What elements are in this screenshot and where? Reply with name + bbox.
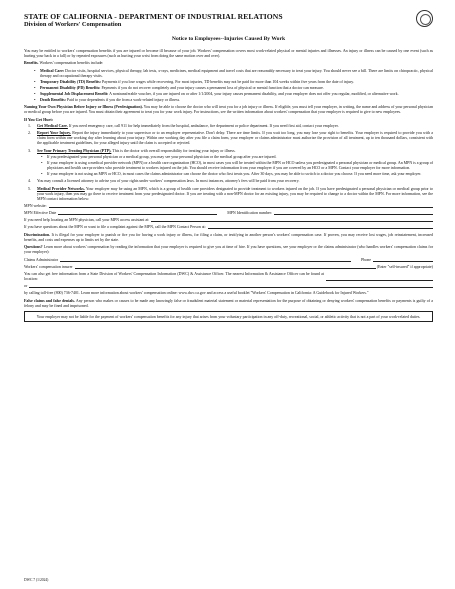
form-code: DWC 7 (1/2024) [24, 578, 49, 582]
mpn-access-field[interactable] [151, 218, 433, 222]
benefit-text: Payments if you lose wages while recovering. For most injuries, TD benefits may not be paid for more than 104 weeks within five years from the date of injury. [101, 78, 354, 84]
mpn-website-row [24, 203, 433, 208]
step-text: If you need emergency care, call 911 for help immediately from the hospital, ambulance, fire department or police department. If you need first aid, contact your employer. [68, 123, 339, 129]
state-seal-icon [416, 10, 433, 27]
step-text: Your employer may be using an MPN, which is a group of health care providers designated to provide treatment to workers injured on the job. If you have predesignated a personal physician or medical group prior to your work injury, then you may go there to receive treatment from your predesignated doctor. If you are treating with a non-MPN doctor for an existing injury, you may be required to change to a doctor within the MPN. For more information, see the MPN contact information below: [37, 185, 433, 201]
questions-paragraph [24, 244, 433, 254]
questions-text: Learn more about workers' compensation by reading the information that your employer is required to give you at time of hire. If you have questions, see your employer or the claims administrator (who handles workers' compensation claims for your employer): [24, 244, 434, 255]
step-number: 3. [28, 147, 31, 153]
dwc-or-row [24, 283, 433, 288]
discrimination-heading: Discrimination. [24, 231, 51, 237]
benefit-item [34, 79, 433, 84]
intro-paragraph: You may be entitled to workers' compensation benefits if you are injured or become ill because of your job. Workers' compensation covers most work-related physical or mental injuries and illnesses. An injury or illness can be caused by one event (such as hurting your back in a fall) or by repeated exposures (such as hurting your wrist from doing the same motion over and over). [24, 48, 433, 59]
division-heading: Division of Workers' Compensation [24, 21, 122, 28]
notice-title: Notice to Employees--Injuries Caused By Work [171, 36, 286, 42]
step-title: Medical Provider Networks. [37, 185, 85, 191]
if-hurt-steps [28, 123, 433, 201]
claims-admin-field[interactable] [60, 257, 351, 261]
ptp-bullet: • If your employer is not using an MPN or HCO, in most cases the claims administrator can choose the doctor who first treats you. After 30 days, you may be able to switch to a doctor you choose. If you need more time, ask your employer. [41, 171, 433, 176]
ptp-bullet: • If your employer is using a medical provider network (MPN) or a health care organization (HCO), in most cases you will be treated within the MPN or HCO unless you predesignated a personal physician or medical group. An MPN is a group of physicians and health care providers who provide treatment to workers injured on the job. You should receive information from your employer if you are covered by an HCO or a MPN. Contact your employer for more information. [41, 160, 433, 170]
benefits-heading: Benefits. [24, 60, 39, 66]
step-item [28, 178, 433, 183]
dwc-location-field[interactable] [326, 277, 433, 281]
mpn-complaint-label: If you have questions about the MPN or want to file a complaint against the MPN, call the MPN Contact Person at: [24, 224, 206, 230]
predesignation-text: You may be able to choose the doctor who will treat you for a job injury or illness. If eligible, you must tell your employer, in writing, the name and address of your personal physician or medical group before you are injured. You must obtain their agreement to treat you for your work injury. For instructions, see the written information about workers' compensation that your employer is required to give to new employees. [24, 104, 433, 115]
agency-heading: STATE OF CALIFORNIA - DEPARTMENT OF INDUSTRIAL RELATIONS [24, 12, 283, 21]
dwc-or-label: or [24, 283, 28, 289]
benefit-term: Medical Care: [40, 67, 65, 73]
claims-admin-label: Claims Administrator [24, 256, 59, 262]
mpn-complaint-field[interactable] [208, 225, 433, 229]
step-item [28, 186, 433, 201]
insurer-label: Workers' compensation insurer [24, 263, 73, 269]
benefit-text: Paid to your dependents if you die from a work-related injury or illness. [66, 96, 181, 102]
step-item [28, 123, 433, 128]
questions-heading: Questions? [24, 244, 43, 250]
step-title: Get Medical Care. [37, 123, 68, 129]
step-number: 1. [28, 123, 31, 129]
liability-notice-text: Your employer may not be liable for the payment of workers' compensation benefits for any injury that arises from your voluntary participation in any off-duty, recreational, social, or athletic activity that is not a part of your work-related duties. [36, 313, 421, 319]
step-number: 2. [28, 130, 31, 136]
step-title: See Your Primary Treating Physician (PTP). [37, 147, 112, 153]
benefit-item [34, 97, 433, 102]
benefits-list [34, 68, 433, 102]
discrimination-paragraph [24, 232, 433, 242]
mpn-complaint-row [24, 224, 433, 229]
benefit-item [34, 85, 433, 90]
mpn-effective-date-field[interactable] [58, 211, 217, 215]
phone-label: Phone [361, 256, 371, 262]
claims-admin-row [24, 257, 433, 262]
mpn-access-label: If you need help locating an MPN physician, call your MPN access assistant at: [24, 217, 150, 223]
benefit-item [34, 91, 433, 96]
dwc-info-text: You can also get free information from a State Division of Workers' Compensation Information (DWC) & Assistance Officer. The nearest Information & Assistance Officer can be found at location: [24, 270, 324, 281]
benefit-term: Supplemental Job Displacement Benefit: [40, 90, 109, 96]
insurer-note: (Enter "self-insured" if appropriate) [376, 263, 433, 269]
insurer-field[interactable] [75, 265, 376, 269]
false-claims-paragraph [24, 298, 433, 308]
false-claims-heading: False claims and false denials. [24, 297, 75, 303]
mpn-id-field[interactable] [274, 211, 433, 215]
predesignation-paragraph [24, 104, 433, 114]
step-title: Report Your Injury. [37, 130, 72, 136]
discrimination-text: It is illegal for your employer to punish or fire you for having a work injury or illness, for filing a claim, or testifying in another person's workers' compensation case. If proven, you may receive lost wages, job reinstatement, increased benefits, and costs and expenses up to limits set by the state. [24, 231, 433, 242]
dwc-alt-location-field[interactable] [29, 284, 433, 288]
mpn-id-label: MPN Identification number: [227, 210, 273, 216]
mpn-website-label: MPN website: [24, 202, 47, 208]
dwc-location-row [24, 271, 433, 281]
benefit-text: Payments if you do not recover completely and your injury causes a permanent loss of physical or mental function that a doctor can measure. [101, 84, 324, 90]
mpn-website-field[interactable] [49, 204, 433, 208]
benefit-term: Temporary Disability (TD) Benefits: [40, 78, 101, 84]
benefit-text: Doctor visits, hospital services, physical therapy, lab tests, x-rays, medicines, medical equipment and travel costs that are reasonably necessary to treat your injury. You should never see a bill. There are limits on chiropractic, physical therapy and occupational therapy visits. [40, 67, 434, 78]
ptp-bullet: • If you predesignated your personal physician or a medical group, you may see your personal physician or the medical group after you are injured. [41, 154, 433, 159]
mpn-effective-date-label: MPN Effective Date [24, 210, 57, 216]
benefits-paragraph [24, 60, 433, 65]
phone-field[interactable] [373, 257, 433, 261]
step-item [28, 130, 433, 145]
step-text: You may consult a licensed attorney to advise you of your rights under workers' compensation laws. In most instances, attorney's fees will be paid from your recovery. [37, 178, 300, 184]
benefit-term: Permanent Disability (PD) Benefits: [40, 84, 101, 90]
benefit-term: Death Benefits: [40, 96, 66, 102]
benefit-item [34, 68, 433, 78]
mpn-date-id-row [24, 210, 433, 215]
step-item [28, 148, 433, 176]
benefit-text: A nontransferable voucher, if you are injured on or after 1/1/2004, your injury causes permanent disability, and your employer does not offer you regular, modified, or alternative work. [109, 90, 399, 96]
liability-notice-box [24, 311, 433, 322]
step-text: Report the injury immediately to your supervisor or to an employer representative. Don't delay. There are time limits. If you wait too long, you may lose your right to benefits. Your employer is required to provide you with a claim form within one working day after learning about your injury. Within one working day after you file a claim form, your employer or claims administrator must authorize the provision of all treatment, up to ten thousand dollars, consistent with the applicable treatment guidelines, for your alleged injury until the claim is accepted or rejected. [37, 130, 433, 146]
step-text: This is the doctor with overall responsibility for treating your injury or illness. [112, 147, 236, 153]
step-number: 5. [28, 185, 31, 191]
step-number: 4. [28, 178, 31, 184]
false-claims-text: Any person who makes or causes to be made any knowingly false or fraudulent material statement or material representation for the purpose of obtaining or denying workers' compensation benefits or payments is guilty of a felony and may be fined and imprisoned. [24, 297, 433, 308]
insurer-row [24, 264, 433, 269]
dwc-info-paragraph: by calling toll-free (800) 736-7401. Learn more information about workers' compensation online: www.dwc.ca.gov and access a useful booklet "Workers' Compensation in California: A Guidebook for Injured Workers." [24, 290, 369, 296]
ptp-bullets [41, 154, 433, 176]
benefits-lead: Workers' compensation benefits include: [39, 60, 104, 66]
predesignation-heading: Naming Your Own Physician Before Injury or Illness (Predesignation). [24, 104, 143, 110]
if-hurt-heading: If You Get Hurt: [24, 116, 54, 122]
mpn-access-row [24, 217, 433, 222]
